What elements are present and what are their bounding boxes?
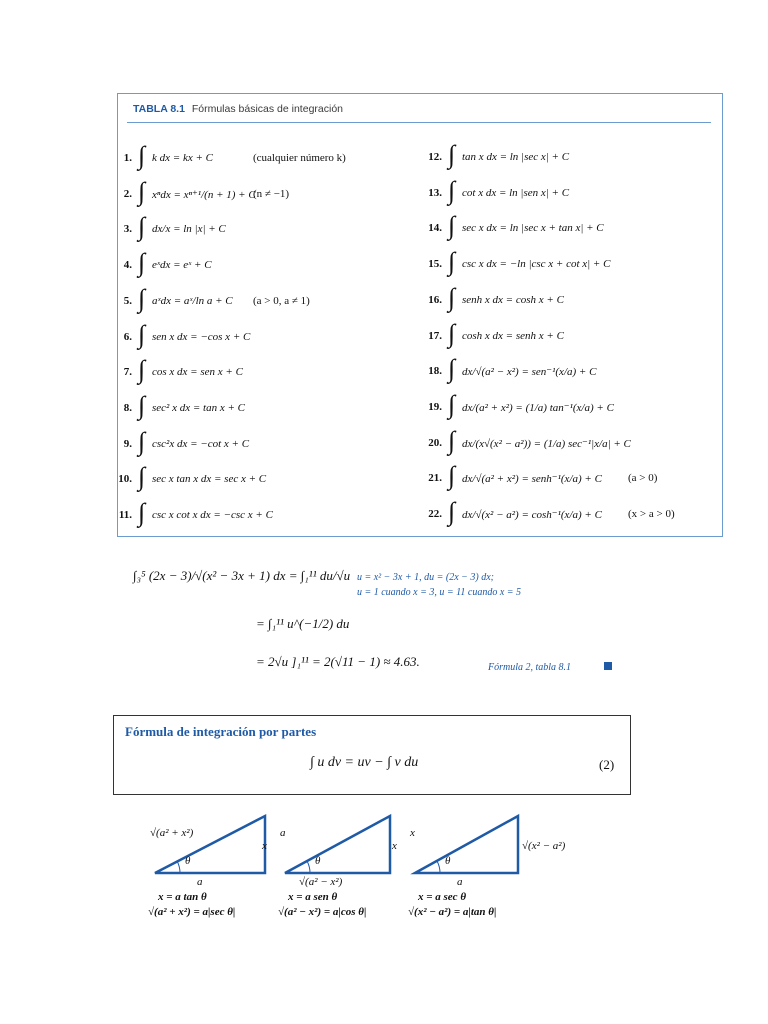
triangle-side-label: x — [392, 840, 397, 852]
formula-expression: csc x cot x dx = −csc x + C — [152, 509, 273, 521]
formula-number: 18. — [428, 365, 442, 378]
table-caption: Fórmulas básicas de integración — [191, 103, 344, 115]
formula-expression: cot x dx = ln |sen x| + C — [462, 186, 570, 199]
triangle-hypotenuse-label: x — [410, 827, 415, 839]
integration-by-parts-formula: ∫ u dv = uv − ∫ v du — [310, 755, 419, 770]
triangle-angle-label: θ — [445, 855, 451, 867]
formula-number: 7. — [123, 366, 132, 379]
triangle-base-label: a — [197, 876, 203, 888]
integral-sign-icon: ∫ — [448, 425, 456, 455]
formula-number: 5. — [123, 294, 132, 307]
formula-expression: eˣdx = eˣ + C — [152, 259, 212, 272]
substitution-label: x = a tan θ — [158, 891, 207, 903]
substitution-label: x = a sec θ — [418, 891, 467, 903]
table-label: TABLA 8.1 — [133, 103, 185, 115]
integral-sign-icon: ∫ — [138, 390, 146, 420]
formula-number: 13. — [428, 186, 442, 199]
formula-number: 16. — [428, 293, 442, 306]
integral-sign-icon: ∫ — [138, 426, 146, 456]
example-note-1: u = x² − 3x + 1, du = (2x − 3) dx; — [357, 572, 494, 583]
integral-sign-icon: ∫ — [138, 355, 146, 385]
integral-sign-icon: ∫ — [448, 354, 456, 384]
table-title — [133, 103, 343, 115]
triangle-base-label: a — [457, 876, 463, 888]
formula-number: 22. — [428, 508, 442, 520]
integration-by-parts-number: (2) — [599, 757, 615, 772]
formula-expression: aˣdx = aˣ/ln a + C — [152, 294, 233, 307]
triangle-angle-label: θ — [315, 855, 321, 867]
integral-sign-icon: ∫ — [138, 319, 146, 349]
formula-expression: dx/√(a² + x²) = senh⁻¹(x/a) + C — [462, 473, 602, 486]
triangle-side-label: x — [262, 840, 267, 852]
integral-sign-icon: ∫ — [448, 140, 456, 169]
example-line-1: ∫₃⁵ (2x − 3)/√(x² − 3x + 1) dx = ∫₁¹¹ du/√u — [133, 568, 351, 583]
integral-sign-icon: ∫ — [138, 141, 146, 170]
formula-expression: dx/√(x² − a²) = cosh⁻¹(x/a) + C — [462, 509, 602, 521]
formula-expression: cosh x dx = senh x + C — [462, 329, 564, 342]
triangle-hypotenuse-label: a — [280, 827, 286, 839]
formula-number: 6. — [123, 330, 132, 343]
formula-expression: sec x dx = ln |sec x + tan x| + C — [462, 222, 604, 235]
formula-number: 17. — [428, 329, 442, 342]
end-of-example-square-icon — [604, 662, 612, 670]
formula-expression: senh x dx = cosh x + C — [462, 293, 564, 306]
triangle-sen — [285, 816, 390, 873]
formula-condition: (n ≠ −1) — [253, 187, 290, 200]
formula-expression: dx/(x√(x² − a²)) = (1/a) sec⁻¹|x/a| + C — [462, 437, 631, 450]
formula-expression: dx/x = ln |x| + C — [152, 223, 226, 236]
formula-expression: sec² x dx = tan x + C — [152, 401, 245, 414]
integral-sign-icon: ∫ — [448, 282, 456, 312]
integral-sign-icon: ∫ — [138, 176, 146, 206]
formula-number: 12. — [428, 151, 442, 163]
formula-number: 15. — [428, 258, 442, 271]
formula-expression: csc²x dx = −cot x + C — [152, 437, 250, 450]
integral-sign-icon: ∫ — [448, 247, 456, 277]
integral-sign-icon: ∫ — [448, 211, 456, 241]
integral-sign-icon: ∫ — [138, 212, 146, 242]
formula-expression: cos x dx = sen x + C — [152, 366, 243, 379]
integral-sign-icon: ∫ — [138, 283, 146, 313]
formula-expression: sec x tan x dx = sec x + C — [152, 473, 267, 486]
integral-sign-icon: ∫ — [448, 461, 456, 491]
formula-expression: dx/(a² + x²) = (1/a) tan⁻¹(x/a) + C — [462, 401, 614, 414]
integration-by-parts-title: Fórmula de integración por partes — [125, 724, 317, 739]
formula-condition: (a > 0, a ≠ 1) — [253, 294, 310, 307]
formula-expression: tan x dx = ln |sec x| + C — [462, 151, 570, 163]
relation-label: √(a² − x²) = a|cos θ| — [278, 906, 367, 918]
formula-number: 21. — [428, 472, 442, 485]
formula-number: 8. — [123, 401, 132, 414]
example-line-3: = 2√u ]₁¹¹ = 2(√11 − 1) ≈ 4.63. — [256, 654, 420, 669]
integral-sign-icon: ∫ — [138, 462, 146, 492]
table-title-rule — [127, 122, 711, 123]
formula-number: 4. — [123, 259, 132, 272]
formula-expression: xⁿdx = xⁿ⁺¹/(n + 1) + C — [152, 188, 256, 201]
formula-condition: (a > 0) — [628, 472, 658, 485]
formula-condition: (x > a > 0) — [628, 508, 675, 520]
integral-sign-icon: ∫ — [138, 498, 146, 527]
formula-expression: k dx = kx + C — [152, 152, 213, 164]
formula-number: 14. — [428, 222, 442, 235]
example-line-2: = ∫₁¹¹ u^(−1/2) du — [256, 616, 350, 631]
formula-number: 20. — [428, 436, 442, 449]
formula-number: 11. — [118, 509, 132, 521]
example-note-3: Fórmula 2, tabla 8.1 — [488, 662, 572, 673]
relation-label: √(x² − a²) = a|tan θ| — [408, 906, 497, 918]
triangle-hypotenuse-label: √(a² + x²) — [150, 827, 194, 839]
formula-number: 9. — [123, 437, 132, 450]
integral-sign-icon: ∫ — [448, 175, 456, 205]
formula-number: 3. — [123, 223, 132, 236]
formula-number: 2. — [123, 187, 132, 200]
triangle-sec — [415, 816, 518, 873]
formula-condition: (cualquier número k) — [253, 152, 346, 164]
integral-sign-icon: ∫ — [448, 318, 456, 348]
formula-number: 10. — [118, 473, 132, 486]
formula-expression: sen x dx = −cos x + C — [152, 330, 251, 343]
triangle-tan — [155, 816, 265, 873]
integral-sign-icon: ∫ — [138, 248, 146, 278]
formula-expression: dx/√(a² − x²) = sen⁻¹(x/a) + C — [462, 366, 597, 379]
integral-sign-icon: ∫ — [448, 389, 456, 419]
formula-expression: csc x dx = −ln |csc x + cot x| + C — [462, 258, 611, 271]
formula-number: 1. — [123, 152, 132, 164]
triangle-side-label: √(x² − a²) — [522, 840, 566, 852]
triangle-base-label: √(a² − x²) — [299, 876, 343, 888]
example-note-2: u = 1 cuando x = 3, u = 11 cuando x = 5 — [357, 587, 522, 598]
relation-label: √(a² + x²) = a|sec θ| — [148, 906, 236, 918]
integral-sign-icon: ∫ — [448, 497, 456, 526]
substitution-label: x = a sen θ — [288, 891, 338, 903]
triangle-angle-label: θ — [185, 855, 191, 867]
formula-number: 19. — [428, 400, 442, 413]
